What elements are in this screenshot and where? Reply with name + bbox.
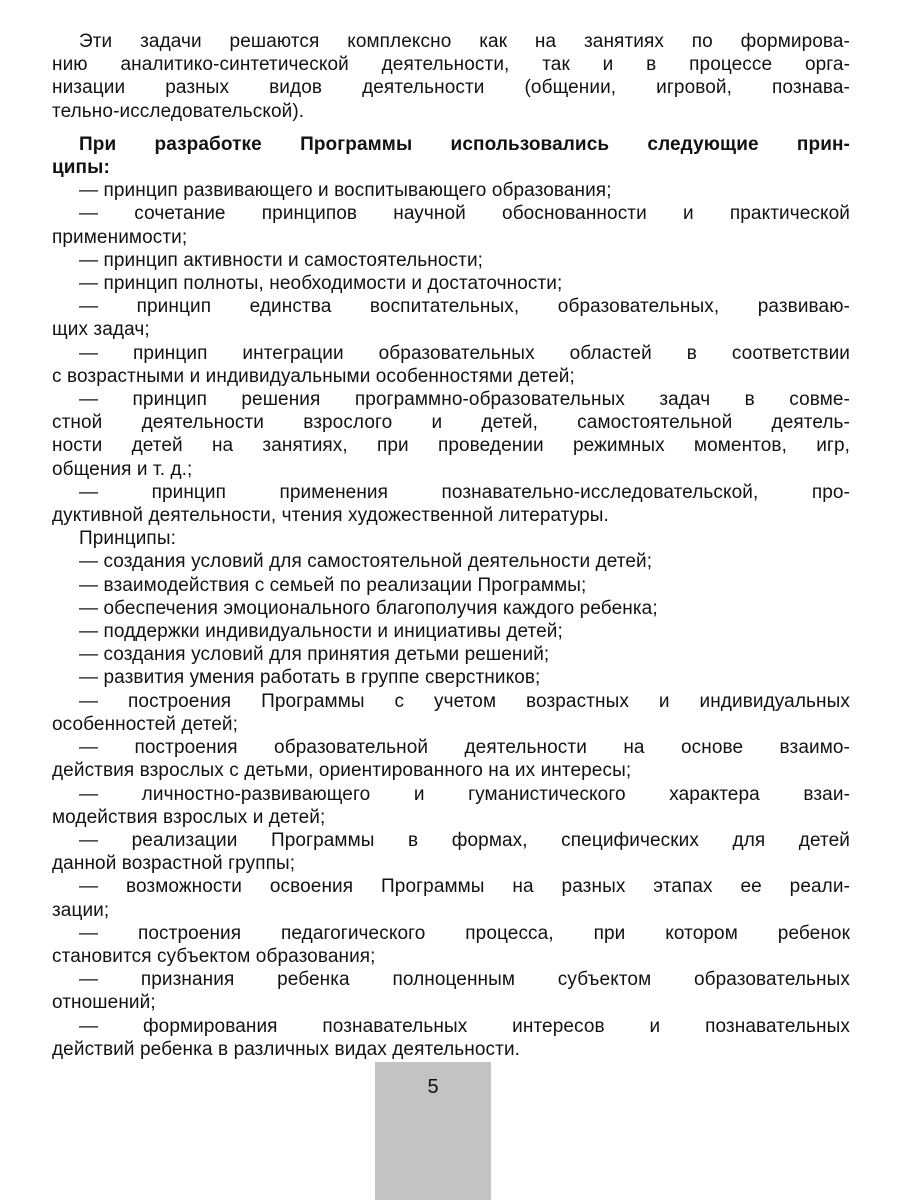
list-item-paragraph [52,968,850,1014]
text-line: отношений; [52,992,156,1014]
text-line: особенностей детей; [52,713,238,735]
text-line: — создания условий для принятия детьми решений; [79,644,550,666]
list-item-paragraph [52,690,850,736]
list-item-paragraph [52,481,850,527]
text-line: нию аналитико-синтетической деятельности, так и в процессе орга- [52,54,850,76]
text-line: — принцип решения программно-образовательных задач в совме- [79,389,850,411]
text-line: применимости; [52,226,188,248]
text-line: — принцип единства воспитательных, образовательных, развиваю- [79,296,850,318]
text-line: — возможности освоения Программы на разных этапах ее реали- [79,876,850,898]
list-item-paragraph [52,179,850,202]
text-line: — построения образовательной деятельности на основе взаимо- [79,737,850,759]
text-line: данной возрастной группы; [52,853,296,875]
list-item-paragraph [52,1015,850,1061]
text-line: — формирования познавательных интересов и познавательных [79,1015,850,1037]
text-line: — принцип применения познавательно-исследовательской, про- [79,481,850,503]
text-line: становится субъектом образования; [52,945,376,967]
text-line: тельно-исследовательской). [52,100,305,122]
text-line: — принцип развивающего и воспитывающего образования; [79,180,612,202]
text-line: действий ребенка в различных видах деятельности. [52,1038,521,1060]
list-item-paragraph [52,620,850,643]
text-line: — поддержки индивидуальности и инициативы детей; [79,621,563,643]
text-line: — признания ребенка полноценным субъектом образовательных [79,969,850,991]
text-line: — принцип активности и самостоятельности; [79,249,484,271]
list-item-paragraph [52,574,850,597]
list-item-paragraph [52,875,850,921]
text-line: — построения педагогического процесса, при котором ребенок [79,922,850,944]
body-paragraph [52,527,850,550]
page-number-box [375,1062,491,1200]
list-item-paragraph [52,342,850,388]
list-item-paragraph [52,388,850,481]
page-number: 5 [427,1076,439,1098]
text-line: с возрастными и индивидуальными особенностями детей; [52,365,575,387]
text-line: общения и т. д.; [52,458,193,480]
text-line: модействия взрослых и детей; [52,806,326,828]
text-line: — принцип интеграции образовательных областей в соответствии [79,342,850,364]
text-line: — создания условий для самостоятельной деятельности детей; [79,551,653,573]
text-line: — взаимодействия с семьей по реализации Программы; [79,574,587,596]
list-item-paragraph [52,202,850,248]
text-line: ности детей на занятиях, при проведении режимных моментов, игр, [52,435,850,457]
text-line: зации; [52,899,110,921]
list-item-paragraph [52,597,850,620]
text-line: Принципы: [79,528,176,550]
list-item-paragraph [52,783,850,829]
list-item-paragraph [52,643,850,666]
list-item-paragraph [52,295,850,341]
text-line: — построения Программы с учетом возрастных и индивидуальных [79,690,850,712]
heading-paragraph [52,133,850,179]
text-line: дуктивной деятельности, чтения художественной литературы. [52,505,609,527]
list-item-paragraph [52,272,850,295]
text-block [52,30,850,1061]
text-line: — обеспечения эмоционального благополучия каждого ребенка; [79,597,658,619]
text-line: Эти задачи решаются комплексно как на занятиях по формирова- [79,31,850,52]
body-paragraph [52,30,850,123]
text-line: щих задач; [52,319,150,341]
text-line: стной деятельности взрослого и детей, самостоятельной деятель- [52,412,850,434]
text-line: действия взрослых с детьми, ориентированного на их интересы; [52,760,632,782]
list-item-paragraph [52,550,850,573]
text-line: — личностно-развивающего и гуманистического характера взаи- [79,783,850,805]
list-item-paragraph [52,666,850,689]
text-line: — реализации Программы в формах, специфических для детей [79,829,850,851]
text-line: ципы: [52,157,110,179]
text-line: При разработке Программы использовались следующие прин- [79,133,850,155]
text-line: — сочетание принципов научной обоснованности и практической [79,203,850,225]
text-line: низации разных видов деятельности (общении, игровой, познава- [52,77,850,99]
list-item-paragraph [52,249,850,272]
text-line: — принцип полноты, необходимости и достаточности; [79,273,563,295]
list-item-paragraph [52,829,850,875]
list-item-paragraph [52,922,850,968]
text-line: — развития умения работать в группе сверстников; [79,667,541,689]
list-item-paragraph [52,736,850,782]
